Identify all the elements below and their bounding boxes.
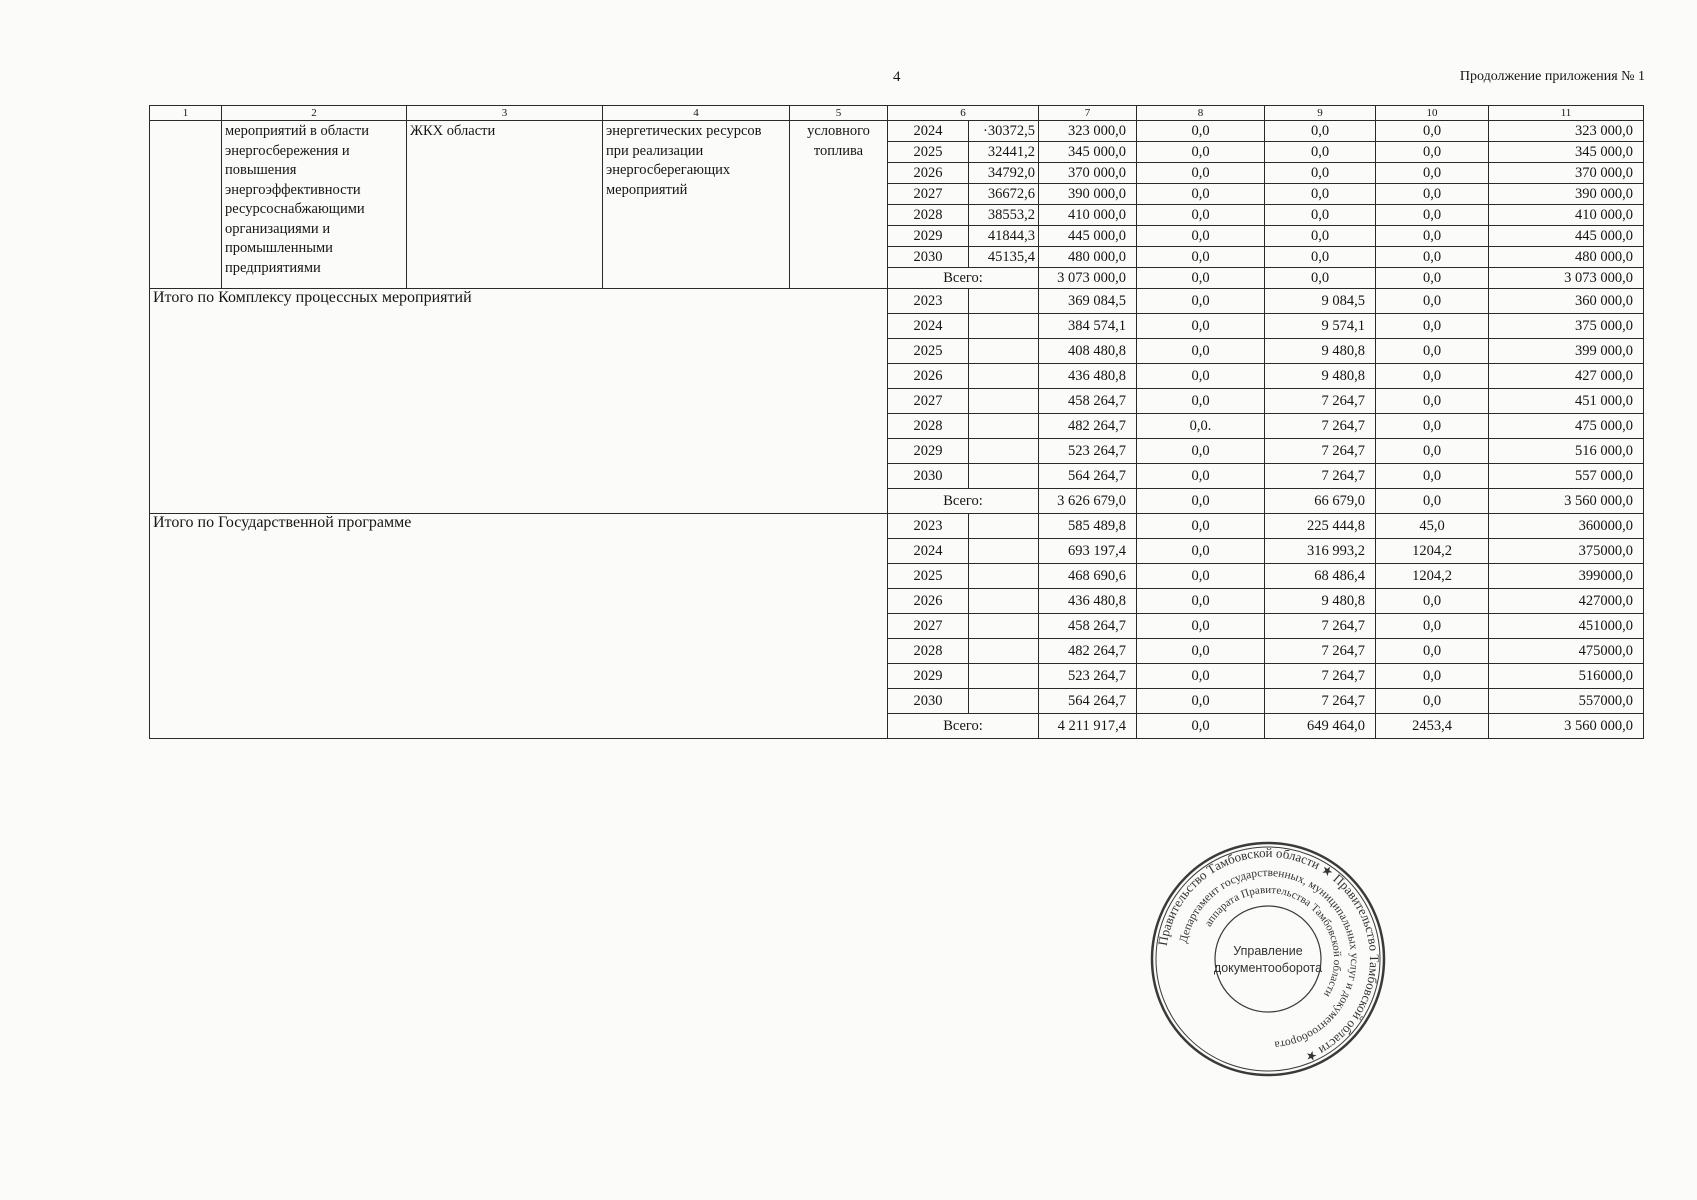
cell-c9: 0,0 bbox=[1265, 247, 1376, 268]
year-cell: 2026 bbox=[888, 364, 969, 389]
year-cell: 2029 bbox=[888, 226, 969, 247]
cell-c11: 410 000,0 bbox=[1489, 205, 1644, 226]
cell-c11: 516000,0 bbox=[1489, 664, 1644, 689]
cell-c7: 482 264,7 bbox=[1039, 414, 1137, 439]
cell-c10: 0,0 bbox=[1376, 464, 1489, 489]
cell-c11: 345 000,0 bbox=[1489, 142, 1644, 163]
cell-c8: 0,0 bbox=[1137, 464, 1265, 489]
responsible-executor: ЖКХ области bbox=[407, 121, 603, 289]
official-stamp bbox=[1149, 840, 1387, 1078]
cell-c9: 7 264,7 bbox=[1265, 664, 1376, 689]
cell-c7: 3 626 679,0 bbox=[1039, 489, 1137, 514]
budget-table bbox=[149, 105, 1644, 739]
cell-c11: 557000,0 bbox=[1489, 689, 1644, 714]
col-number: 9 bbox=[1265, 106, 1376, 121]
cell-c7: 345 000,0 bbox=[1039, 142, 1137, 163]
year-cell: 2025 bbox=[888, 142, 969, 163]
cell-c7: 3 073 000,0 bbox=[1039, 268, 1137, 289]
year-cell: 2030 bbox=[888, 689, 969, 714]
cell-c11: 360000,0 bbox=[1489, 514, 1644, 539]
cell-c8: 0,0 bbox=[1137, 268, 1265, 289]
col-number: 6 bbox=[888, 106, 1039, 121]
cell-c7: 482 264,7 bbox=[1039, 639, 1137, 664]
cell-c10: 45,0 bbox=[1376, 514, 1489, 539]
blank-indicator bbox=[969, 464, 1039, 489]
cell-c8: 0,0 bbox=[1137, 163, 1265, 184]
budget-table-container bbox=[149, 105, 1643, 739]
cell-c10: 0,0 bbox=[1376, 364, 1489, 389]
cell-c9: 0,0 bbox=[1265, 226, 1376, 247]
cell-c7: 370 000,0 bbox=[1039, 163, 1137, 184]
cell-c11: 475 000,0 bbox=[1489, 414, 1644, 439]
blank-indicator bbox=[969, 339, 1039, 364]
cell-c8: 0,0 bbox=[1137, 539, 1265, 564]
cell-c10: 0,0 bbox=[1376, 163, 1489, 184]
cell-c8: 0,0. bbox=[1137, 414, 1265, 439]
cell-c10: 0,0 bbox=[1376, 121, 1489, 142]
cell-c10: 2453,4 bbox=[1376, 714, 1489, 739]
cell-c8: 0,0 bbox=[1137, 289, 1265, 314]
cell-c11: 3 560 000,0 bbox=[1489, 714, 1644, 739]
year-cell: 2028 bbox=[888, 414, 969, 439]
cell-c8: 0,0 bbox=[1137, 121, 1265, 142]
cell-c9: 7 264,7 bbox=[1265, 414, 1376, 439]
cell-c8: 0,0 bbox=[1137, 589, 1265, 614]
cell-c8: 0,0 bbox=[1137, 639, 1265, 664]
blank-indicator bbox=[969, 589, 1039, 614]
cell-c9: 316 993,2 bbox=[1265, 539, 1376, 564]
cell-c11: 323 000,0 bbox=[1489, 121, 1644, 142]
cell-c10: 0,0 bbox=[1376, 142, 1489, 163]
cell-c11: 516 000,0 bbox=[1489, 439, 1644, 464]
cell-c7: 408 480,8 bbox=[1039, 339, 1137, 364]
cell-c10: 0,0 bbox=[1376, 589, 1489, 614]
blank-indicator bbox=[969, 689, 1039, 714]
stamp-center-line1: Управление bbox=[1233, 944, 1303, 958]
blank-indicator bbox=[969, 389, 1039, 414]
year-cell: 2030 bbox=[888, 464, 969, 489]
cell-c7: 390 000,0 bbox=[1039, 184, 1137, 205]
cell-c9: 9 480,8 bbox=[1265, 589, 1376, 614]
cell-c8: 0,0 bbox=[1137, 184, 1265, 205]
unit-of-measure: условного топлива bbox=[790, 121, 888, 289]
indicator-value: 38553,2 bbox=[969, 205, 1039, 226]
year-cell: 2028 bbox=[888, 639, 969, 664]
col-number: 5 bbox=[790, 106, 888, 121]
cell-c9: 649 464,0 bbox=[1265, 714, 1376, 739]
stamp-inner-ring bbox=[1215, 906, 1321, 1012]
blank-indicator bbox=[969, 614, 1039, 639]
year-cell: 2025 bbox=[888, 564, 969, 589]
cell-col1 bbox=[150, 121, 222, 289]
cell-c10: 0,0 bbox=[1376, 314, 1489, 339]
year-cell: 2024 bbox=[888, 539, 969, 564]
cell-c10: 0,0 bbox=[1376, 205, 1489, 226]
year-cell: 2026 bbox=[888, 589, 969, 614]
cell-c9: 9 574,1 bbox=[1265, 314, 1376, 339]
cell-c7: 564 264,7 bbox=[1039, 689, 1137, 714]
cell-c11: 475000,0 bbox=[1489, 639, 1644, 664]
year-cell: 2028 bbox=[888, 205, 969, 226]
cell-c11: 451000,0 bbox=[1489, 614, 1644, 639]
cell-c9: 9 084,5 bbox=[1265, 289, 1376, 314]
cell-c8: 0,0 bbox=[1137, 614, 1265, 639]
stamp-middle-text: Департамент государственных, муниципальных услуг и документооборота bbox=[1177, 866, 1361, 1051]
cell-c10: 0,0 bbox=[1376, 689, 1489, 714]
cell-c10: 1204,2 bbox=[1376, 539, 1489, 564]
cell-c8: 0,0 bbox=[1137, 226, 1265, 247]
cell-c7: 468 690,6 bbox=[1039, 564, 1137, 589]
cell-c10: 0,0 bbox=[1376, 247, 1489, 268]
cell-c8: 0,0 bbox=[1137, 364, 1265, 389]
cell-c10: 0,0 bbox=[1376, 268, 1489, 289]
cell-c9: 66 679,0 bbox=[1265, 489, 1376, 514]
cell-c10: 0,0 bbox=[1376, 289, 1489, 314]
indicator-value: ·30372,5 bbox=[969, 121, 1039, 142]
cell-c11: 399000,0 bbox=[1489, 564, 1644, 589]
cell-c9: 225 444,8 bbox=[1265, 514, 1376, 539]
cell-c9: 0,0 bbox=[1265, 205, 1376, 226]
col-number: 10 bbox=[1376, 106, 1489, 121]
cell-c9: 0,0 bbox=[1265, 184, 1376, 205]
blank-indicator bbox=[969, 439, 1039, 464]
cell-c9: 7 264,7 bbox=[1265, 464, 1376, 489]
cell-c9: 9 480,8 bbox=[1265, 339, 1376, 364]
year-cell: 2027 bbox=[888, 184, 969, 205]
cell-c11: 360 000,0 bbox=[1489, 289, 1644, 314]
year-cell: 2030 bbox=[888, 247, 969, 268]
cell-c10: 0,0 bbox=[1376, 226, 1489, 247]
cell-c8: 0,0 bbox=[1137, 514, 1265, 539]
cell-c9: 68 486,4 bbox=[1265, 564, 1376, 589]
cell-c8: 0,0 bbox=[1137, 247, 1265, 268]
total-label: Всего: bbox=[888, 714, 1039, 739]
cell-c7: 458 264,7 bbox=[1039, 389, 1137, 414]
cell-c11: 445 000,0 bbox=[1489, 226, 1644, 247]
indicator-value: 32441,2 bbox=[969, 142, 1039, 163]
cell-c8: 0,0 bbox=[1137, 564, 1265, 589]
cell-c10: 0,0 bbox=[1376, 184, 1489, 205]
blank-indicator bbox=[969, 664, 1039, 689]
cell-c11: 3 073 000,0 bbox=[1489, 268, 1644, 289]
cell-c9: 7 264,7 bbox=[1265, 689, 1376, 714]
cell-c9: 7 264,7 bbox=[1265, 439, 1376, 464]
year-cell: 2026 bbox=[888, 163, 969, 184]
blank-indicator bbox=[969, 564, 1039, 589]
blank-indicator bbox=[969, 414, 1039, 439]
cell-c8: 0,0 bbox=[1137, 714, 1265, 739]
stamp-inner-text: аппарата Правительства Тамбовской области bbox=[1202, 883, 1344, 1000]
year-cell: 2023 bbox=[888, 514, 969, 539]
total-label: Всего: bbox=[888, 268, 1039, 289]
cell-c11: 427000,0 bbox=[1489, 589, 1644, 614]
year-cell: 2027 bbox=[888, 614, 969, 639]
measure-description: мероприятий в области энергосбережения и повышения энергоэффективности ресурсоснабжающими организациями и промышленными предприятиями bbox=[222, 121, 407, 289]
blank-indicator bbox=[969, 364, 1039, 389]
col-number: 8 bbox=[1137, 106, 1265, 121]
page-number: 4 bbox=[893, 69, 901, 85]
cell-c8: 0,0 bbox=[1137, 339, 1265, 364]
stamp-outer-text: Правительство Тамбовской области ★ Правительство Тамбовской области ★ bbox=[1154, 844, 1383, 1066]
cell-c9: 7 264,7 bbox=[1265, 639, 1376, 664]
year-cell: 2023 bbox=[888, 289, 969, 314]
cell-c11: 480 000,0 bbox=[1489, 247, 1644, 268]
cell-c8: 0,0 bbox=[1137, 314, 1265, 339]
table-body bbox=[150, 106, 1644, 739]
header-note: Продолжение приложения № 1 bbox=[1459, 69, 1645, 84]
cell-c9: 7 264,7 bbox=[1265, 389, 1376, 414]
blank-indicator bbox=[969, 539, 1039, 564]
cell-c8: 0,0 bbox=[1137, 205, 1265, 226]
col-number: 4 bbox=[603, 106, 790, 121]
cell-c9: 0,0 bbox=[1265, 163, 1376, 184]
table-row bbox=[150, 121, 1644, 142]
cell-c8: 0,0 bbox=[1137, 142, 1265, 163]
cell-c10: 1204,2 bbox=[1376, 564, 1489, 589]
cell-c7: 523 264,7 bbox=[1039, 439, 1137, 464]
cell-c8: 0,0 bbox=[1137, 389, 1265, 414]
cell-c7: 384 574,1 bbox=[1039, 314, 1137, 339]
section-title: Итого по Государственной программе bbox=[150, 514, 888, 739]
cell-c11: 375000,0 bbox=[1489, 539, 1644, 564]
cell-c11: 557 000,0 bbox=[1489, 464, 1644, 489]
cell-c11: 399 000,0 bbox=[1489, 339, 1644, 364]
col-number: 1 bbox=[150, 106, 222, 121]
cell-c7: 323 000,0 bbox=[1039, 121, 1137, 142]
cell-c10: 0,0 bbox=[1376, 439, 1489, 464]
cell-c7: 523 264,7 bbox=[1039, 664, 1137, 689]
cell-c11: 375 000,0 bbox=[1489, 314, 1644, 339]
cell-c11: 427 000,0 bbox=[1489, 364, 1644, 389]
indicator-name: энергетических ресурсов при реализации энергосберегающих мероприятий bbox=[603, 121, 790, 289]
cell-c7: 410 000,0 bbox=[1039, 205, 1137, 226]
cell-c7: 585 489,8 bbox=[1039, 514, 1137, 539]
year-cell: 2029 bbox=[888, 664, 969, 689]
cell-c9: 0,0 bbox=[1265, 121, 1376, 142]
indicator-value: 41844,3 bbox=[969, 226, 1039, 247]
indicator-value: 34792,0 bbox=[969, 163, 1039, 184]
col-number: 11 bbox=[1489, 106, 1644, 121]
section-title: Итого по Комплексу процессных мероприятий bbox=[150, 289, 888, 514]
year-cell: 2025 bbox=[888, 339, 969, 364]
cell-c10: 0,0 bbox=[1376, 339, 1489, 364]
cell-c7: 458 264,7 bbox=[1039, 614, 1137, 639]
cell-c10: 0,0 bbox=[1376, 389, 1489, 414]
stamp-center-line2: документооборота bbox=[1213, 961, 1323, 975]
cell-c11: 390 000,0 bbox=[1489, 184, 1644, 205]
cell-c7: 436 480,8 bbox=[1039, 589, 1137, 614]
cell-c7: 445 000,0 bbox=[1039, 226, 1137, 247]
cell-c8: 0,0 bbox=[1137, 489, 1265, 514]
col-number: 3 bbox=[407, 106, 603, 121]
year-cell: 2024 bbox=[888, 121, 969, 142]
cell-c11: 370 000,0 bbox=[1489, 163, 1644, 184]
blank-indicator bbox=[969, 289, 1039, 314]
blank-indicator bbox=[969, 639, 1039, 664]
cell-c11: 451 000,0 bbox=[1489, 389, 1644, 414]
col-number: 7 bbox=[1039, 106, 1137, 121]
cell-c7: 693 197,4 bbox=[1039, 539, 1137, 564]
cell-c7: 480 000,0 bbox=[1039, 247, 1137, 268]
cell-c9: 9 480,8 bbox=[1265, 364, 1376, 389]
cell-c7: 564 264,7 bbox=[1039, 464, 1137, 489]
cell-c7: 436 480,8 bbox=[1039, 364, 1137, 389]
year-cell: 2027 bbox=[888, 389, 969, 414]
cell-c9: 7 264,7 bbox=[1265, 614, 1376, 639]
cell-c7: 369 084,5 bbox=[1039, 289, 1137, 314]
cell-c8: 0,0 bbox=[1137, 664, 1265, 689]
cell-c10: 0,0 bbox=[1376, 614, 1489, 639]
cell-c8: 0,0 bbox=[1137, 689, 1265, 714]
indicator-value: 36672,6 bbox=[969, 184, 1039, 205]
cell-c9: 0,0 bbox=[1265, 268, 1376, 289]
cell-c10: 0,0 bbox=[1376, 414, 1489, 439]
cell-c10: 0,0 bbox=[1376, 664, 1489, 689]
year-cell: 2029 bbox=[888, 439, 969, 464]
indicator-value: 45135,4 bbox=[969, 247, 1039, 268]
cell-c7: 4 211 917,4 bbox=[1039, 714, 1137, 739]
col-number: 2 bbox=[222, 106, 407, 121]
total-label: Всего: bbox=[888, 489, 1039, 514]
cell-c8: 0,0 bbox=[1137, 439, 1265, 464]
cell-c9: 0,0 bbox=[1265, 142, 1376, 163]
blank-indicator bbox=[969, 314, 1039, 339]
blank-indicator bbox=[969, 514, 1039, 539]
cell-c10: 0,0 bbox=[1376, 639, 1489, 664]
cell-c11: 3 560 000,0 bbox=[1489, 489, 1644, 514]
table-row bbox=[150, 514, 1644, 539]
column-number-row bbox=[150, 106, 1644, 121]
year-cell: 2024 bbox=[888, 314, 969, 339]
table-row bbox=[150, 289, 1644, 314]
cell-c10: 0,0 bbox=[1376, 489, 1489, 514]
